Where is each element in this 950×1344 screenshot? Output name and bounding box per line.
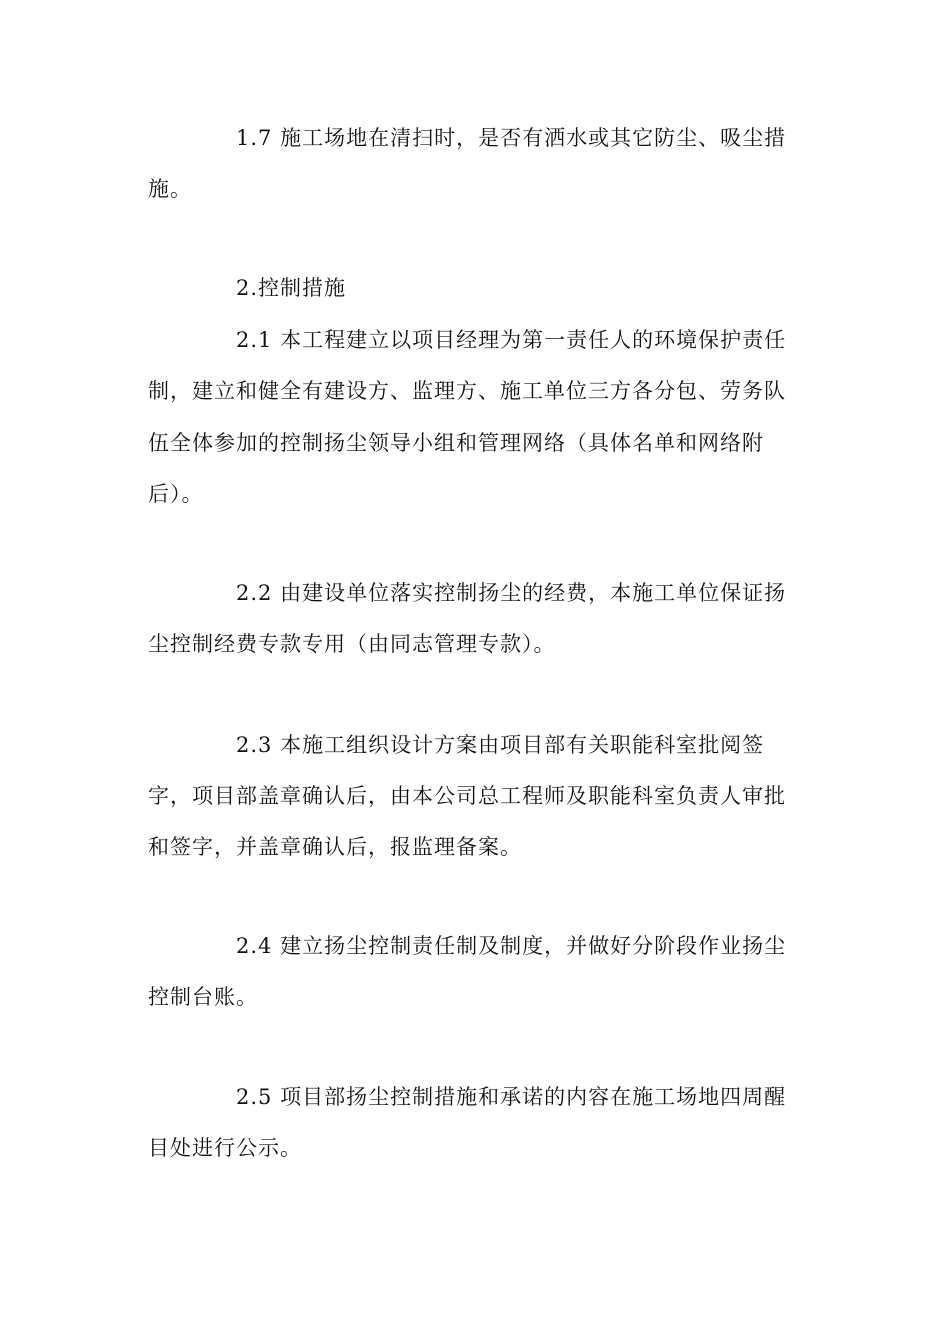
- section-heading-2: 2.控制措施: [236, 276, 347, 300]
- paragraph-2-3-line-3: 和签字，并盖章确认后，报监理备案。: [148, 835, 522, 859]
- paragraph-2-4-line-2: 控制台账。: [148, 985, 258, 1009]
- paragraph-2-4-line-1: 2.4 建立扬尘控制责任制及制度，并做好分阶段作业扬尘: [236, 934, 787, 958]
- paragraph-2-1-line-4: 后）。: [148, 482, 204, 506]
- paragraph-2-1-line-1: 2.1 本工程建立以项目经理为第一责任人的环境保护责任: [236, 328, 787, 352]
- paragraph-2-2-line-2: 尘控制经费专款专用（由同志管理专款）。: [148, 632, 556, 656]
- paragraph-2-1-line-2: 制，建立和健全有建设方、监理方、施工单位三方各分包、劳务队: [148, 379, 786, 403]
- paragraph-2-1-line-3: 伍全体参加的控制扬尘领导小组和管理网络（具体名单和网络附: [148, 431, 764, 455]
- paragraph-1-7-line-1: 1.7 施工场地在清扫时，是否有洒水或其它防尘、吸尘措: [236, 126, 787, 150]
- paragraph-2-5-line-2: 目处进行公示。: [148, 1136, 302, 1160]
- paragraph-2-5-line-1: 2.5 项目部扬尘控制措施和承诺的内容在施工场地四周醒: [236, 1085, 787, 1109]
- paragraph-2-3-line-1: 2.3 本施工组织设计方案由项目部有关职能科室批阅签: [236, 733, 765, 757]
- paragraph-2-3-line-2: 字，项目部盖章确认后，由本公司总工程师及职能科室负责人审批: [148, 784, 786, 808]
- paragraph-2-2-line-1: 2.2 由建设单位落实控制扬尘的经费，本施工单位保证扬: [236, 581, 787, 605]
- paragraph-1-7-line-2: 施。: [148, 177, 192, 201]
